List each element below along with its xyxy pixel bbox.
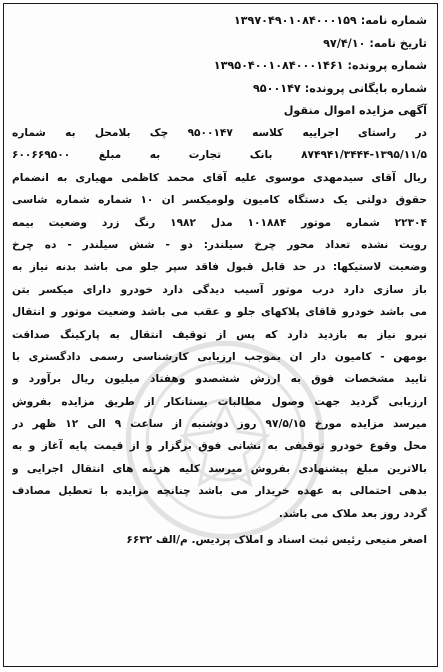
body-line: نیرو نیاز به بازدید دارد که پس از توقیف انتقال به پارکینگ صداقت [12,328,427,341]
case-number-label: شماره پرونده: [347,59,427,72]
letter-date-row [12,33,427,56]
letter-date-label: تاریخ نامه: [369,36,427,50]
body-line: ۲۲۳۰۴ شماره موتور ۱۰۱۸۸۴ مدل ۱۹۸۲ رنگ زرد وضعیت بیمه [12,216,427,229]
body-line: بالاترین مبلغ پیشنهادی بفروش میرسد کلیه هزینه های انتقال اجرایی و [12,462,427,475]
case-number-row [12,55,427,78]
notice-body [12,122,427,525]
case-number-value: ۱۳۹۵۰۴۰۰۱۰۸۴۰۰۰۱۴۶۱ [213,59,344,72]
body-line: بدهی احتمالی به عهده خریدار می باشد چنانچه مزایده با تعطیل مصادف [12,485,427,498]
body-line-last: گردد روز بعد ملاک می باشد. [278,507,427,520]
signature-line: اصغر منیعی رئیس ثبت اسناد و املاک پردیس. م/الف ۶۶۳۲ [126,534,427,547]
letter-number-row [12,10,427,33]
letter-number-label: شماره نامه: [360,14,427,27]
body-line: ۸۷۴۹۴۱/۳۴۴۴-۱۳۹۵/۱۱/۵ بانک تجارت به مبلغ ۶۰۰۶۶۹۵۰۰ [12,149,427,162]
notice-title: آگهی مزایده اموال منقول [283,104,427,117]
body-line: بومهن - کامیون دار ان بموجب ارزیابی کارشناسی رسمی دادگستری با [12,350,427,363]
letter-number-value: ۱۳۹۷۰۴۹۰۱۰۸۴۰۰۰۱۵۹ [233,14,357,27]
body-line: باز سازی دارد درب موتور آسیب دیدگی دارد خودرو دارای میکسر بتن [12,283,427,296]
body-line: وضعیت لاستیکها: در حد قابل قبول فاقد سپر جلو می باشد بدنه نیاز به [12,261,427,274]
body-line: رویت نشده تعداد محور چرخ سیلندر: دو - شش سیلندر - ده چرخ [12,238,427,251]
body-line: می باشد خودرو قاقای پلاکهای جلو و عقب می باشد وضعیت موتور و انتقال [12,306,427,319]
body-line: ارزیابی گردید جهت وصول مطالبات بستانکار از طریق مزایده بفروش [12,395,427,408]
archive-number-label: شماره بایگانی پرونده: [304,81,427,95]
letter-date-value: ۹۷/۴/۱۰ [323,36,366,50]
body-line: محل وقوع خودرو توقیفی به نشانی فوق برگزار و از قیمت پایه آغاز و به [12,440,427,453]
notice-document [3,3,438,667]
body-line: در راستای اجراییه کلاسه ۹۵۰۰۱۴۷ چک بلامحل به شماره [12,127,427,139]
body-line: تایید مشخصات فوق به ارزش ششصدو وهفتاد میلیون ریال برآورد و [12,373,427,386]
body-line: میرسد مزایده مورخ ۹۷/۵/۱۵ روز دوشنبه از ساعت ۹ الی ۱۲ ظهر در [12,418,427,431]
archive-number-value: ۹۵۰۰۱۴۷ [252,81,301,95]
body-line: حقوق دولتی یک دستگاه کامیون ولومیکسر ان ۱۰ شماره شماره شاسی [12,194,427,207]
body-line: ریال آقای سیدمهدی موسوی علیه آقای محمد کاظمی مهیاری به انضمام [12,171,427,184]
archive-number-row [12,78,427,101]
